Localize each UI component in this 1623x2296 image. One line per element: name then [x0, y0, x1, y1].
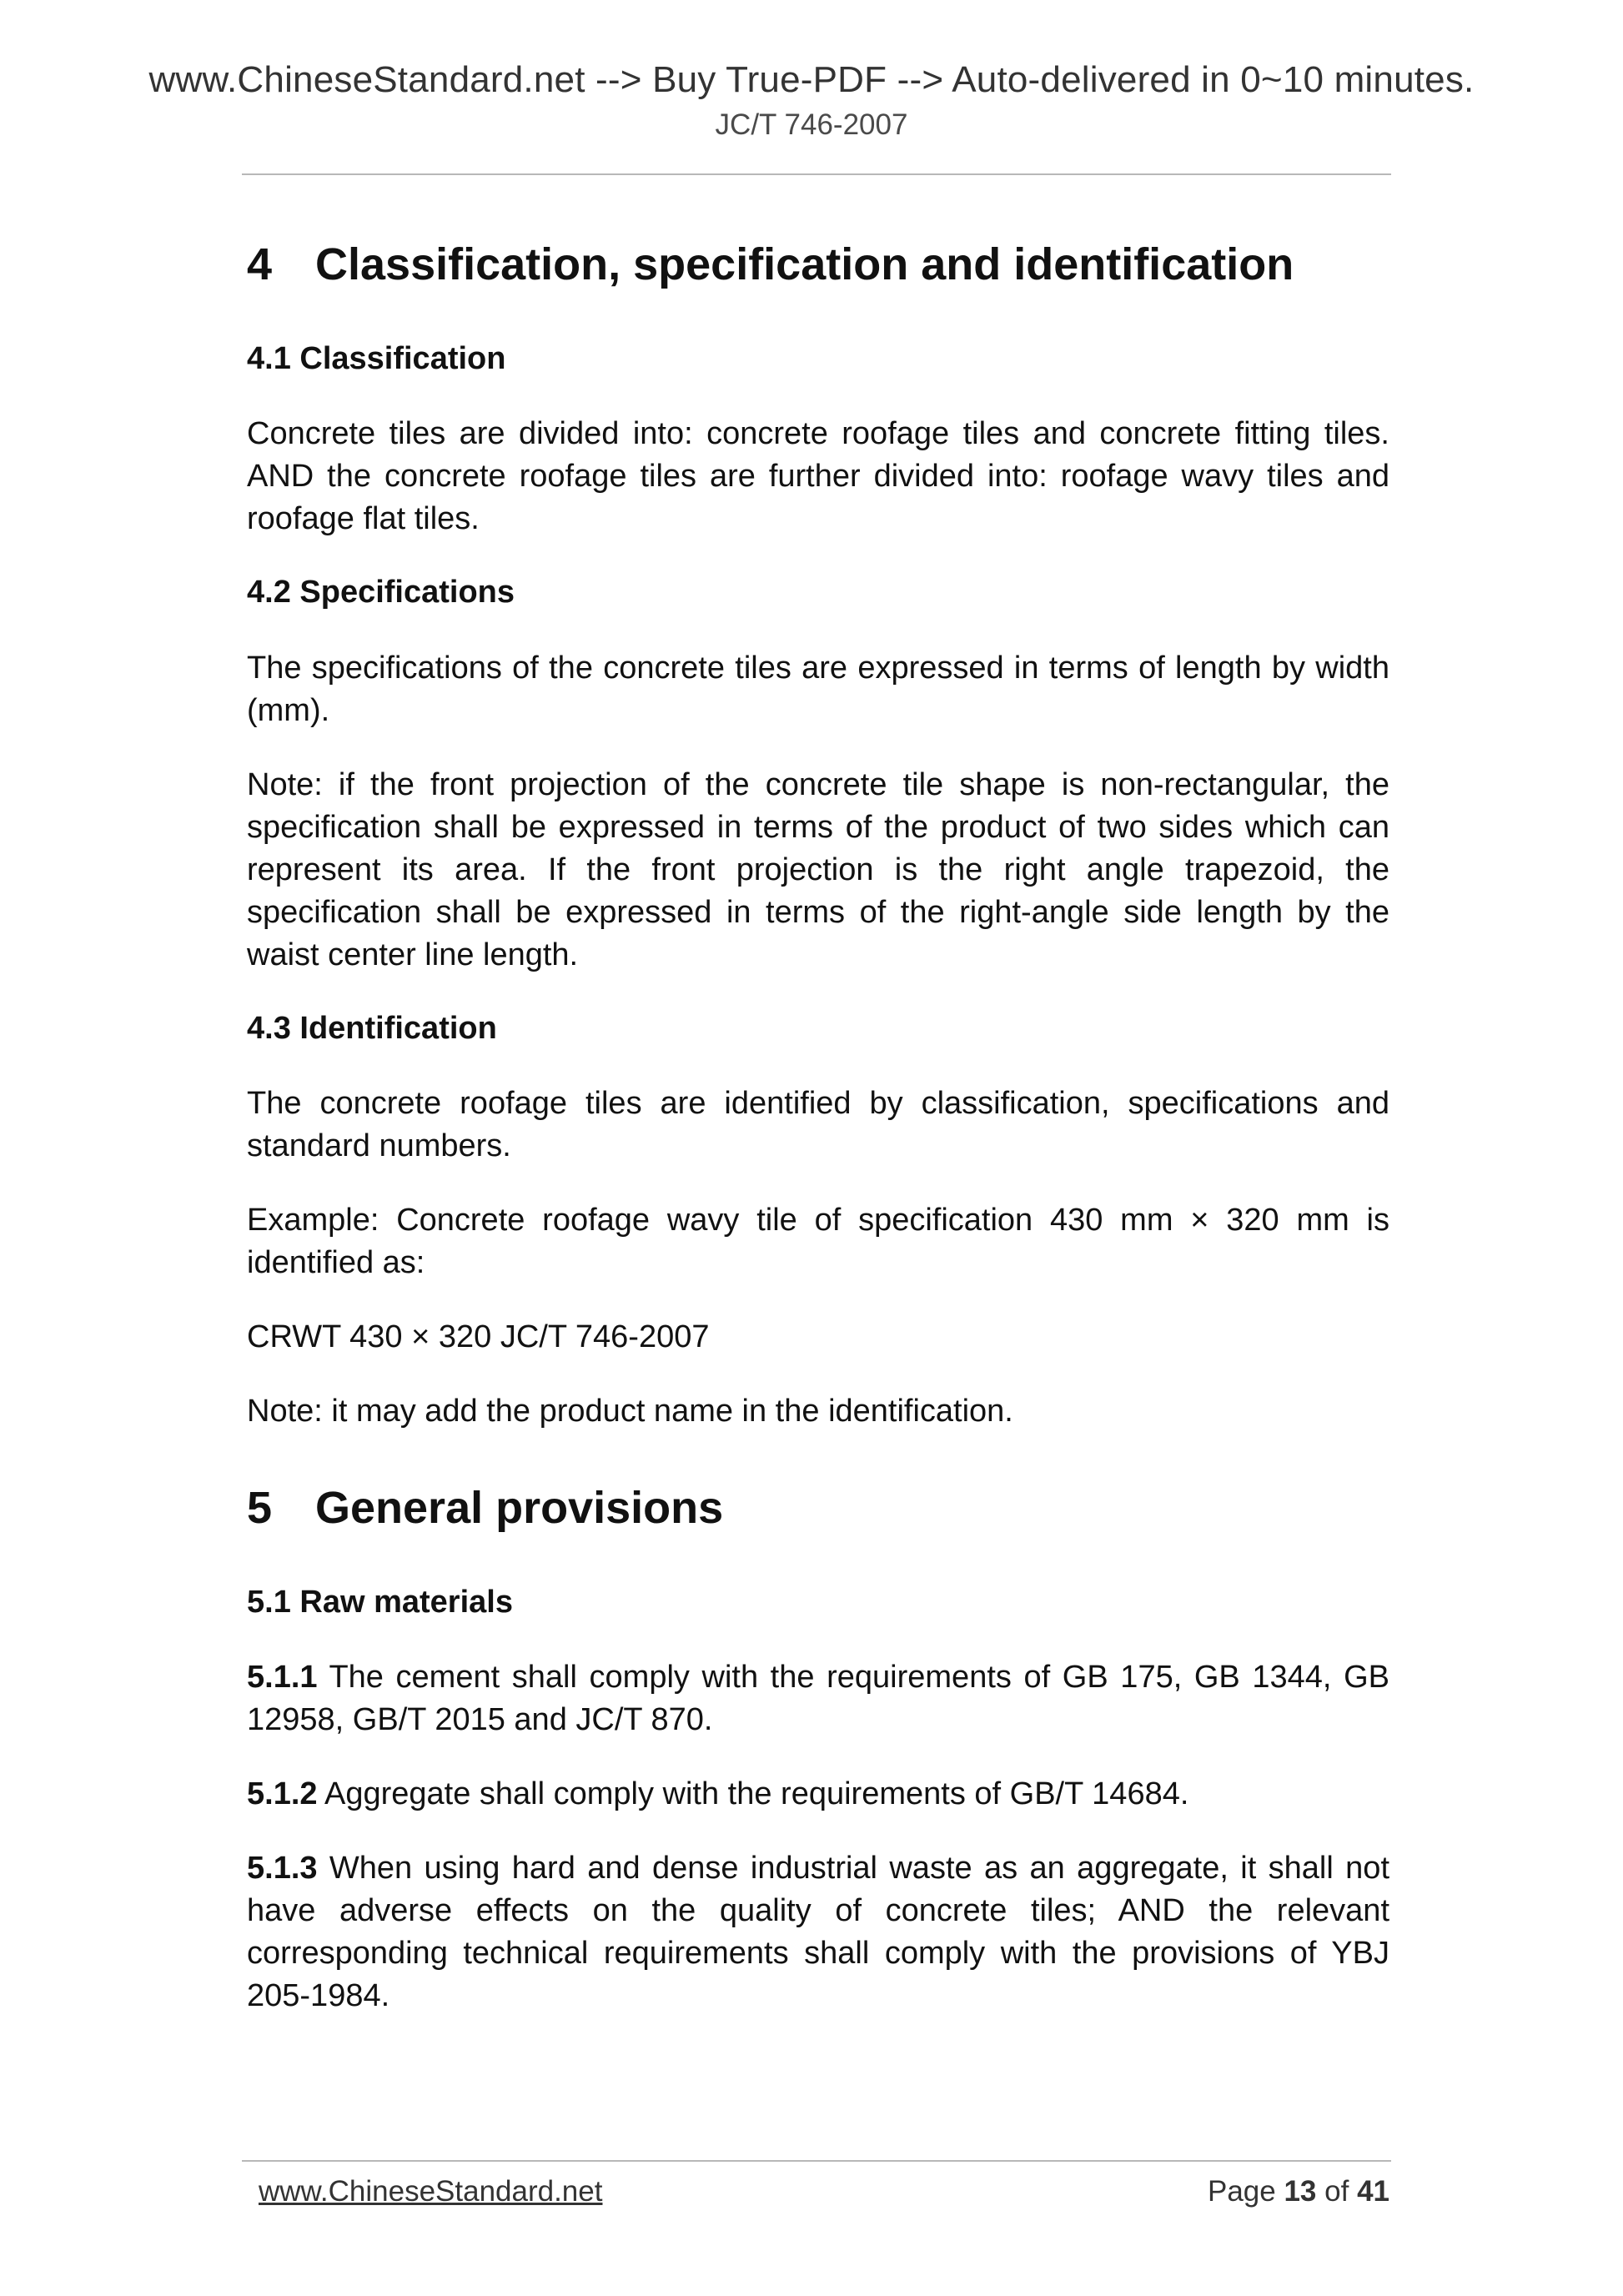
subsection-4-3-heading: 4.3 Identification	[247, 1010, 497, 1046]
subsection-4-2-paragraph: The specifications of the concrete tiles are expressed in terms of length by width (mm).	[247, 650, 1389, 728]
clause-5-1-1	[247, 1656, 1389, 1741]
footer-site-link[interactable]: www.ChineseStandard.net	[259, 2175, 603, 2208]
page-label: Page	[1207, 2175, 1276, 2208]
section-5-title: General provisions	[315, 1482, 724, 1533]
clause-5-1-2-text: Aggregate shall comply with the requirements of GB/T 14684.	[317, 1776, 1189, 1812]
section-5-number: 5	[247, 1482, 273, 1533]
page-indicator	[1208, 2175, 1389, 2208]
clause-5-1-2	[247, 1773, 1389, 1816]
section-4-number: 4	[247, 239, 273, 289]
clause-5-1-1-text: The cement shall comply with the requirements of GB 175, GB 1344, GB 12958, GB/T 2015 and JC/T 870.	[247, 1660, 1389, 1738]
section-4-heading	[247, 238, 1389, 292]
header-doc-code: JC/T 746-2007	[715, 108, 908, 141]
page-footer	[259, 2175, 1389, 2208]
clause-5-1-3-number: 5.1.3	[247, 1851, 318, 1887]
header-banner[interactable]: www.ChineseStandard.net --> Buy True-PDF --> Auto-delivered in 0~10 minutes.	[148, 59, 1475, 100]
subsection-5-1-heading: 5.1 Raw materials	[247, 1584, 513, 1620]
subsection-4-2-note: Note: if the front projection of the concrete tile shape is non-rectangular, the specification shall be expressed in terms of the product of two sides which can represent its area. If the front projection is the right angle trapezoid, the specification shall be expressed in terms of the right-angle side length by the waist center line length.	[247, 766, 1389, 972]
identification-code: CRWT 430 × 320 JC/T 746-2007	[247, 1319, 710, 1354]
clause-5-1-1-number: 5.1.1	[247, 1660, 318, 1696]
subsection-4-3-paragraph: The concrete roofage tiles are identified by classification, specifications and standard numbers.	[247, 1085, 1389, 1163]
subsection-4-3-example: Example: Concrete roofage wavy tile of specification 430 mm × 320 mm is identified as:	[247, 1202, 1389, 1280]
clause-5-1-3-text: When using hard and dense industrial waste as an aggregate, it shall not have adverse effects on the quality of concrete tiles; AND the relevant corresponding technical requirements shall comply with the provisions of YBJ 205-1984.	[247, 1851, 1389, 2014]
section-4-title: Classification, specification and identification	[315, 239, 1294, 289]
document-body	[247, 238, 1389, 2017]
page-of: of	[1324, 2175, 1349, 2208]
page-total: 41	[1357, 2175, 1389, 2208]
clause-5-1-3	[247, 1847, 1389, 2017]
subsection-4-2-heading: 4.2 Specifications	[247, 575, 515, 610]
header-divider	[242, 173, 1391, 175]
footer-divider	[242, 2160, 1391, 2162]
subsection-4-1-heading: 4.1 Classification	[247, 340, 506, 376]
subsection-4-3-note: Note: it may add the product name in the identification.	[247, 1393, 1013, 1429]
clause-5-1-2-number: 5.1.2	[247, 1776, 318, 1812]
section-5-heading	[247, 1481, 1389, 1535]
page-current: 13	[1284, 2175, 1317, 2208]
page-header	[0, 58, 1623, 143]
subsection-4-1-paragraph: Concrete tiles are divided into: concrete roofage tiles and concrete fitting tiles. AND the concrete roofage tiles are further divided into: roofage wavy tiles and roofage flat tiles.	[247, 416, 1389, 537]
